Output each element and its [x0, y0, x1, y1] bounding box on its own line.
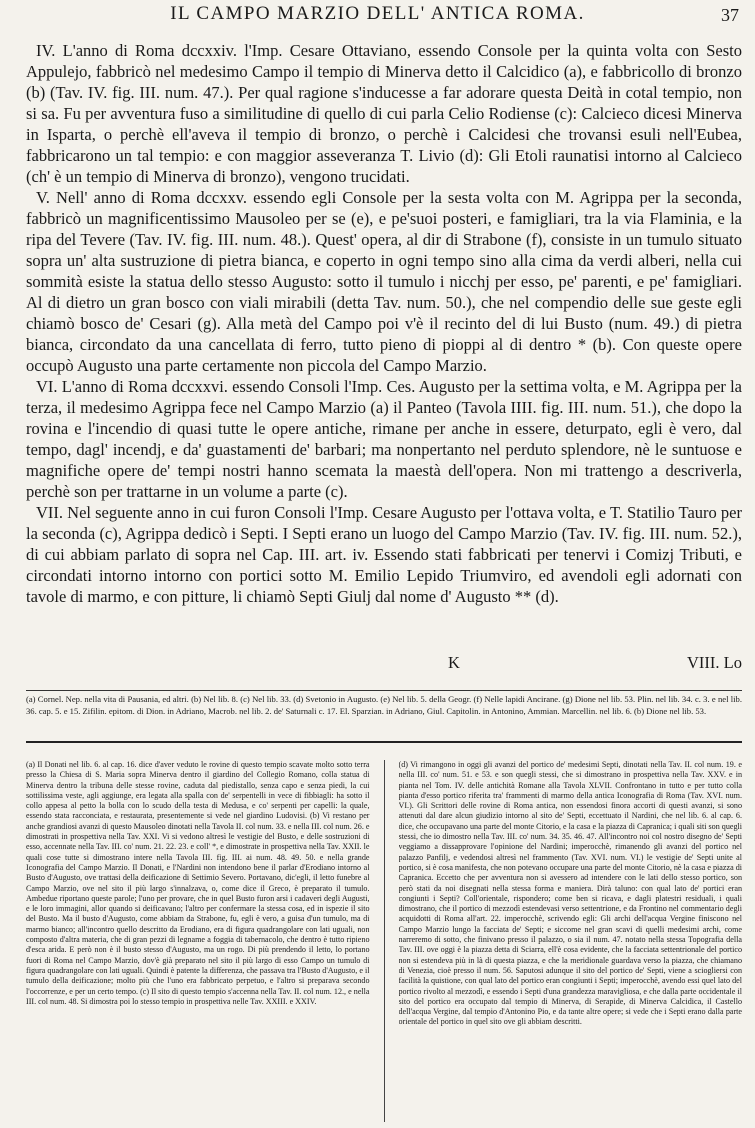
- notes-left-text: (a) Il Donati nel lib. 6. al cap. 16. dice d'aver veduto le rovine di questo tempio scavate molto sotto terra presso la Chiesa di S. Maria sopra Minerva dentro il giardino del Collegio Romano, colla statua di Minerva dentro la tribuna delle stesse rovine, caduta dal piedistallo, senza capo e senza piedi, la cui sottilissima veste, agli aggiunge, era legata alla spalla con de' serpentelli in vece di fibbiagli: ha sotto il collo appesa al petto la bolla con lo scudo della testa di Medusa, e co' serpenti per capelli: la quale, essendo stata racconciata, e restaurata, presentemente si vede nel giardino Ludovisi. (b) Vi restano per anche grandiosi avanzi di questo Mausoleo dinotati nella Tavola II. col num. 33. e nella III. col num. 26. e dimostrati in prospettiva nella Tav. XXI. Vi si vedono altresì le vestigie del Busto, e delle sostruzioni di esso, accennate nella Tav. III. co' num. 21. 22. 23. e coll' *, e dimostrate in prospettiva nella Tav. XXII. le quali cose tutte si dimostrano intere nella Tavola III. fig. III. ai num. 48. 49. 50. e nella grande Iconografia del Campo Marzio. Il Donati, e l'Nardini non intendono bene il parlar d'Erodiano intorno al Busto d'Augusto, ove trattasi della deificazione di Settimio Severo. Portavano, dic'egli, il letto funebre al Campo Marzio, ove nel sito il più largo s'innalzava, o, come dice il Greco, è preparato il tumulo. Ambedue riportano queste parole; l'uno per provare, che in quel Busto furon arsi i cadaveri degli Augusti, e le loro immagini, allor quando si deificavano; l'altro per confermare la stessa cosa, ed in ispezie il sito del Busto. Ma il busto d'Augusto, come abbiam da Strabone, fu, egli è vero, a guisa d'un tumulo, ma di marmo bianco; all'incontro quello descritto da Erodiano, era di figura quadrangolare con lati uguali, non composto d'altra materia, che di gran pezzi di legname a foggia di tabernacolo, che dentro è tutto ripieno d'esca arida. E però non è il busto stesso d'Augusto, ma un rogo. Di più prendendo il letto, lo portano fuori di Roma nel Campo Marzio, dov'è già preparato nel sito il più largo di esso Campo un tumulo di figura quadrangolare con lati uguali. Quindi è patente la differenza, che passava tra l'Busto d'Augusto, e il tumulo della deificazione; molto più che l'uno era fabbricato perpetuo, e l'altro si preparava secondo l'occorrenze, e per un certo tempo. (c) Il sito di questo tempio s'accenna nella Tav. II. col num. 12., e nella III. col num. 48. Si dimostra poi lo stesso tempio in prospettiva nelle Tav. XXIII. e XXIV.: [26, 760, 370, 1006]
- paragraph-v: V. Nell' anno di Roma dccxxv. essendo egli Console per la sesta volta con M. Agrippa per la seconda, fabbricò un magnificentissimo Mausoleo per se (e), e pe'suoi posteri, e famigliari, tra la via Flaminia, e la ripa del Tevere (Tav. IV. fig. III. num. 48.). Quest' opera, al dir di Strabone (f), consiste in un tumulo situato sopra un' alta sustruzione di pietra bianca, e coperto in ogni tempo sino alla cima da verdi alberi, nella cui sommità esiste la statua dello stesso Augusto: sotto il tumulo i nicchj per esso, pe' parenti, e pe' famigliari. Al di dietro un gran bosco con viali mirabili (detta Tav. num. 50.), che nel compendio delle sue geste egli chiamò bosco de' Cesari (g). Alla metà del Campo poi v'è il recinto del di lui Busto (num. 49.) di pietra bianca, circondato da una cancellata di ferro, tutto pieno di pioppi al di dentro * (b). Con queste opere occupò Augusto una parte certamente non piccola del Campo Marzio.: [26, 188, 742, 375]
- running-title: IL CAMPO MARZIO DELL' ANTICA ROMA.: [170, 3, 585, 24]
- signature-mark: K: [448, 653, 460, 672]
- page-number: 37: [721, 5, 739, 25]
- notes-column-right: [399, 760, 743, 1122]
- catchword-row: [26, 653, 742, 675]
- paragraph-iv: IV. L'anno di Roma dccxxiv. l'Imp. Cesare Ottaviano, essendo Console per la quinta volta con Sesto Appulejo, fabbricò nel medesimo Campo il tempio di Minerva detto il Calcidico (a), e fabbricollo di bronzo (b) (Tav. IV. fig. III. num. 47.). Per qual ragione s'inducesse a far adorare questa Deità in cotal tempio, non si sa. Fu per avventura fuso a similitudine di quello di cui parla Celio Rodiense (c): Calcieco dicesi Minerva in Isparta, o perchè ell'aveva il tempio di bronzo, o perchè i Calcidesi che trovansi esuli nell'Eubea, fabbricarono un tal tempio: e con maggior asseveranza T. Livio (d): Gli Etoli raunatisi intorno al Calcieco (ch' è un tempio di Minerva di bronzo), vengono trucidati.: [26, 41, 742, 186]
- notes-section: [26, 760, 742, 1122]
- footnote-rule: [26, 690, 742, 691]
- notes-column-left: [26, 760, 370, 1122]
- notes-rule: [26, 741, 742, 743]
- footnotes: (a) Cornel. Nep. nella vita di Pausania, ed altri. (b) Nel lib. 8. (c) Nel lib. 33. (d) Svetonio in Augusto. (e) Nel lib. 5. della Geogr. (f) Nelle lapidi Ancirane. (g) Dione nel lib. 53. Plin. nel lib. 34. c. 3. e nel lib. 36. cap. 5. e 15. Zifilin. epitom. di Dion. in Adriano, Macrob. nel lib. 2. de' Saturnali c. 17. El. Sparzian. in Adriano, Giul. Capitolin. in Antonino, Ammian. Marcellin. nel lib. 6. (b) Dione nel lib. 53.: [26, 694, 742, 716]
- page-header: [0, 0, 755, 30]
- notes-right-text: (d) Vi rimangono in oggi gli avanzi del portico de' medesimi Septi, dinotati nella Tav. II. col num. 19. e nella III. co' num. 51. e 53. e son quegli stessi, che si dimostrano in prospettiva nella Tav. XXV. e in pianta nel Tom. IV. delle antichità Romane alla Tavola XLVII. Confrontano in tutto e per tutto colla pianta d'esso portico riferita tra' frammenti di marmo della antica Iconografia di Roma (Tav. XVI. num. VI.). Gli Scrittori delle rovine di Roma antica, non essendosi finora accorti di questi avanzi, si sono attenuti dal dare alcun giudizio intorno al sito de' Septi, eccettuato il Nardini, che nel lib. 6. al cap. 6. dice, che occupavano una parte del monte Citorio, e la casa e la piazza di Capranica; i quali siti son quegli stessi, che io dimostro nella Tav. III. co' num. 34. 35. 46. 47. All'incontro noi col nostro disegno de' Septi veggiamo a dissapprovare l'opinione del Nardini; imperocchè, rimanendo gli avanzi del portico nel palazzo Panfilj, e vedendosi altresì nel frammento (Tav. XVI. num. VI.) le vestigie de' Septi unite al portico, si è cosa manifesta, che non potevano occupare una parte del monte Citorio, nè la casa e piazza di Capranica. Eccetto che per avventura non si avessero ad intendere con le lati dello stesso portico, son però stati da noi disegnati nella stessa forma e maniera. Dirà taluno: con qual lato de' portici eran congiunti i Septi? Coll'orientale, rispondero; come ben si ricava, e dagli platestri residuali, i quali dimostrano, che il portico di mezzodì estendevasi verso settentrione, e da Frontino nel commentario degli acquidotti di Roma all'art. 22. imperocchè, scrivendo egli: Gli archi dell'acqua Vergine finiscono nel Campo Marzio lungo la facciata de' Septi; e siccome nel gran scavi di quelli medesimi archi, come narreremo di sotto, che finivano presso il palazzo, o sia il num. 47. notato nella stessa Topografia della Tav. III. ove oggi è la piazza detta di Sciarra, ell'è cosa evidente, che la facciata settentrionale del portico non si estendeva più in là di questa piazza, e che la meridionale guardava verso la piazza, che chiamano di Venezia, cioè presso il num. 56. Saputosi adunque il sito del portico de' Septi, viene a sciogliersi con facilità la quistione, con qual lato del portico eran congiunti i Septi; imperocchè, avendo essi quel lato del portico rivolto al mezzodì, e essendo i Septi d'una grandezza maravigliosa, e che dalla parte occidentale il sito del portico era occupato dal tempio di Minerva, di Serapide, di Minerva Calcidica, il Castello dell'acqua Vergine, dal tempio d'Antonino Pio, e da tante altre opere; si vede che i Septi erano dalla parte orientale del portico in quel sito ove gli abbiam descritti.: [398, 760, 742, 1027]
- paragraph-vi: VI. L'anno di Roma dccxxvi. essendo Consoli l'Imp. Ces. Augusto per la settima volta, e M. Agrippa per la terza, il medesimo Agrippa fece nel Campo Marzio (a) il Panteo (Tavola IIII. fig. III. num. 51.), che dopo la rovina e l'incendio di quasi tutte le opere antiche, rimane per anche in essere, deturpato, egli è vero, dal tempo, dagl' incendj, e da' guastamenti de' barbari; ma nonpertanto nel perduto splendore, nè le suntuose e magnifiche opere de' tempi nostri hanno scemata la maestà dell'opera. Non mi trattengo a descriverla, perchè son per trattarne in un volume a parte (c).: [26, 377, 742, 501]
- main-text: [26, 40, 742, 607]
- catchword: VIII. Lo: [687, 653, 742, 672]
- paragraph-vii: VII. Nel seguente anno in cui furon Consoli l'Imp. Cesare Augusto per l'ottava volta, e T. Statilio Tauro per la seconda (c), Agrippa dedicò i Septi. I Septi erano un luogo del Campo Marzio (Tav. IV. fig. III. num. 52.), di cui abbiam parlato di sopra nel Cap. III. art. iv. Essendo stati fabbricati per tenervi i Comizj Tributi, e circondati intorno intorno con portici sotto M. Emilio Lepido Triumviro, ed avendoli egli adornati con tavole di marmo, e con pitture, li chiamò Septi Giulj dal nome d' Augusto ** (d).: [26, 503, 742, 606]
- column-divider: [384, 760, 385, 1122]
